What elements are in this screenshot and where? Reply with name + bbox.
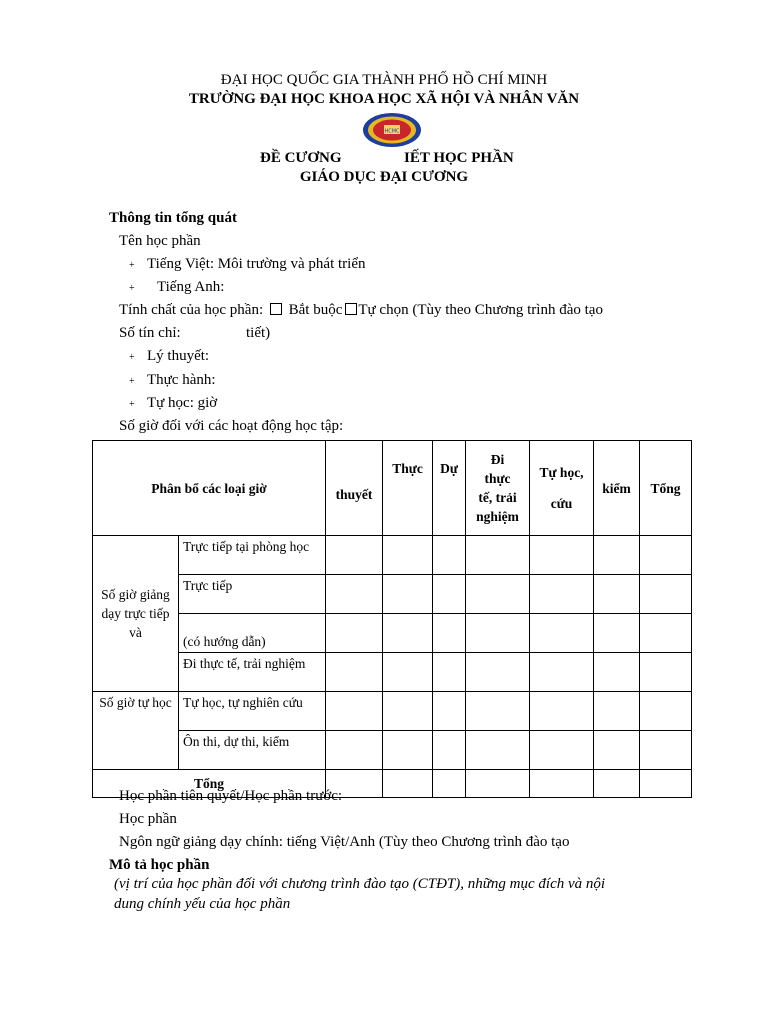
hours-table bbox=[92, 440, 692, 798]
required-option-label: Bắt buộc bbox=[288, 302, 343, 318]
table-cell[interactable] bbox=[433, 692, 466, 731]
table-cell[interactable] bbox=[466, 692, 530, 731]
table-cell[interactable] bbox=[530, 614, 594, 653]
table-cell[interactable] bbox=[326, 731, 383, 770]
table-cell[interactable] bbox=[640, 536, 692, 575]
table-cell[interactable] bbox=[530, 536, 594, 575]
table-cell[interactable] bbox=[530, 692, 594, 731]
table-cell[interactable] bbox=[640, 653, 692, 692]
course-description-line: dung chính yếu của học phần bbox=[114, 896, 291, 912]
bullet-icon: + bbox=[129, 260, 135, 271]
bullet-icon: + bbox=[129, 352, 135, 363]
group-self-study-hours: Số giờ tự học bbox=[93, 692, 179, 770]
table-header-row bbox=[93, 441, 692, 536]
theory-hours: Lý thuyết: bbox=[147, 348, 210, 364]
table-cell[interactable] bbox=[594, 614, 640, 653]
table-cell[interactable] bbox=[326, 536, 383, 575]
table-cell[interactable] bbox=[466, 731, 530, 770]
table-cell[interactable] bbox=[594, 770, 640, 798]
course-name-english: Tiếng Anh: bbox=[157, 279, 225, 295]
prerequisite-label: Học phần tiên quyết/Học phần trước: bbox=[119, 788, 343, 804]
table-cell[interactable] bbox=[383, 770, 433, 798]
title-part-a: ĐỀ CƯƠNG bbox=[260, 150, 342, 166]
table-cell[interactable] bbox=[383, 731, 433, 770]
table-cell[interactable] bbox=[383, 653, 433, 692]
bullet-icon: + bbox=[129, 376, 135, 387]
table-cell[interactable] bbox=[640, 770, 692, 798]
table-row bbox=[93, 653, 692, 692]
course-label: Học phần bbox=[119, 811, 177, 827]
table-cell[interactable] bbox=[640, 731, 692, 770]
general-info-heading: Thông tin tổng quát bbox=[109, 210, 237, 226]
table-cell[interactable] bbox=[466, 770, 530, 798]
elective-option-label: Tự chọn (Tùy theo Chương trình đào tạo bbox=[358, 302, 603, 318]
required-checkbox[interactable] bbox=[270, 303, 282, 315]
table-cell[interactable] bbox=[383, 692, 433, 731]
header-self-study bbox=[530, 441, 594, 536]
table-cell[interactable] bbox=[594, 575, 640, 614]
course-nature-row bbox=[119, 302, 603, 319]
title-line-2: GIÁO DỤC ĐẠI CƯƠNG bbox=[299, 169, 469, 185]
header-field-line: tế, trải bbox=[478, 490, 517, 505]
table-cell[interactable] bbox=[594, 653, 640, 692]
bullet-icon: + bbox=[129, 399, 135, 410]
table-cell[interactable] bbox=[594, 692, 640, 731]
header-field-trip bbox=[466, 441, 530, 536]
header-du: Dự bbox=[433, 441, 466, 536]
table-cell[interactable] bbox=[383, 575, 433, 614]
table-cell[interactable] bbox=[433, 770, 466, 798]
table-cell[interactable] bbox=[466, 653, 530, 692]
table-cell[interactable] bbox=[433, 731, 466, 770]
course-name-label: Tên học phần bbox=[119, 233, 201, 249]
practice-hours: Thực hành: bbox=[147, 372, 216, 388]
elective-checkbox[interactable] bbox=[345, 303, 357, 315]
row-label-exam: Ôn thi, dự thi, kiểm bbox=[179, 731, 326, 770]
table-cell[interactable] bbox=[326, 653, 383, 692]
table-cell[interactable] bbox=[594, 536, 640, 575]
table-cell[interactable] bbox=[383, 614, 433, 653]
table-row bbox=[93, 614, 692, 653]
table-cell[interactable] bbox=[640, 614, 692, 653]
table-cell[interactable] bbox=[640, 575, 692, 614]
university-name: ĐẠI HỌC QUỐC GIA THÀNH PHỐ HỒ CHÍ MINH bbox=[220, 72, 548, 88]
hours-activities-label: Số giờ đối với các hoạt động học tập: bbox=[119, 418, 344, 434]
university-logo bbox=[362, 112, 422, 148]
header-theory: thuyết bbox=[326, 441, 383, 536]
header-practice: Thực bbox=[383, 441, 433, 536]
header-self-study-line: cứu bbox=[550, 496, 573, 511]
teaching-language: Ngôn ngữ giảng dạy chính: tiếng Việt/Anh (Tùy theo Chương trình đào tạo bbox=[119, 834, 570, 850]
course-description-line: (vị trí của học phần đối với chương trình đào tạo (CTĐT), những mục đích và nội bbox=[114, 876, 606, 892]
header-field-line: thực bbox=[484, 471, 511, 486]
table-cell[interactable] bbox=[640, 692, 692, 731]
table-cell[interactable] bbox=[594, 731, 640, 770]
table-cell[interactable] bbox=[466, 575, 530, 614]
header-field-line: nghiệm bbox=[476, 509, 519, 524]
row-label-field-trip: Đi thực tế, trải nghiệm bbox=[179, 653, 326, 692]
table-cell[interactable] bbox=[433, 536, 466, 575]
table-row bbox=[93, 536, 692, 575]
table-cell[interactable] bbox=[326, 575, 383, 614]
header-allocation: Phân bổ các loại giờ bbox=[93, 441, 326, 536]
table-cell[interactable] bbox=[433, 614, 466, 653]
table-cell[interactable] bbox=[530, 653, 594, 692]
header-total: Tổng bbox=[640, 441, 692, 536]
table-row bbox=[93, 575, 692, 614]
row-label-classroom: Trực tiếp tại phòng học bbox=[179, 536, 326, 575]
header-self-study-line: Tự học, bbox=[539, 465, 584, 480]
course-description-heading: Mô tả học phần bbox=[109, 857, 210, 873]
table-cell[interactable] bbox=[466, 536, 530, 575]
group-direct-hours: Số giờ giảng dạy trực tiếp và bbox=[93, 536, 179, 692]
bullet-icon: + bbox=[129, 283, 135, 294]
table-cell[interactable] bbox=[326, 692, 383, 731]
logo-text: HCMC bbox=[384, 128, 400, 135]
school-name: TRƯỜNG ĐẠI HỌC KHOA HỌC XÃ HỘI VÀ NHÂN VĂN bbox=[188, 91, 580, 107]
title-part-b: IẾT HỌC PHẦN bbox=[404, 150, 514, 166]
course-nature-label: Tính chất của học phần: bbox=[119, 302, 264, 318]
row-label-research: Tự học, tự nghiên cứu bbox=[179, 692, 326, 731]
row-label-direct: Trực tiếp bbox=[179, 575, 326, 614]
table-row bbox=[93, 731, 692, 770]
course-name-vietnamese: Tiếng Việt: Môi trường và phát triển bbox=[147, 256, 366, 272]
table-cell[interactable] bbox=[383, 536, 433, 575]
table-cell[interactable] bbox=[530, 770, 594, 798]
table-cell[interactable] bbox=[433, 653, 466, 692]
table-cell[interactable] bbox=[326, 614, 383, 653]
total-label: Tổng bbox=[93, 770, 326, 798]
table-row bbox=[93, 692, 692, 731]
table-cell[interactable] bbox=[433, 575, 466, 614]
header-exam: kiểm bbox=[594, 441, 640, 536]
table-cell[interactable] bbox=[530, 731, 594, 770]
self-study-hours: Tự học: giờ bbox=[147, 395, 218, 411]
header-field-line: Đi bbox=[490, 452, 505, 467]
credits-label: Số tín chỉ: bbox=[119, 325, 181, 341]
credits-unit: tiết) bbox=[246, 325, 271, 341]
row-label-guided: (có hướng dẫn) bbox=[179, 614, 326, 653]
table-cell[interactable] bbox=[530, 575, 594, 614]
table-cell[interactable] bbox=[466, 614, 530, 653]
